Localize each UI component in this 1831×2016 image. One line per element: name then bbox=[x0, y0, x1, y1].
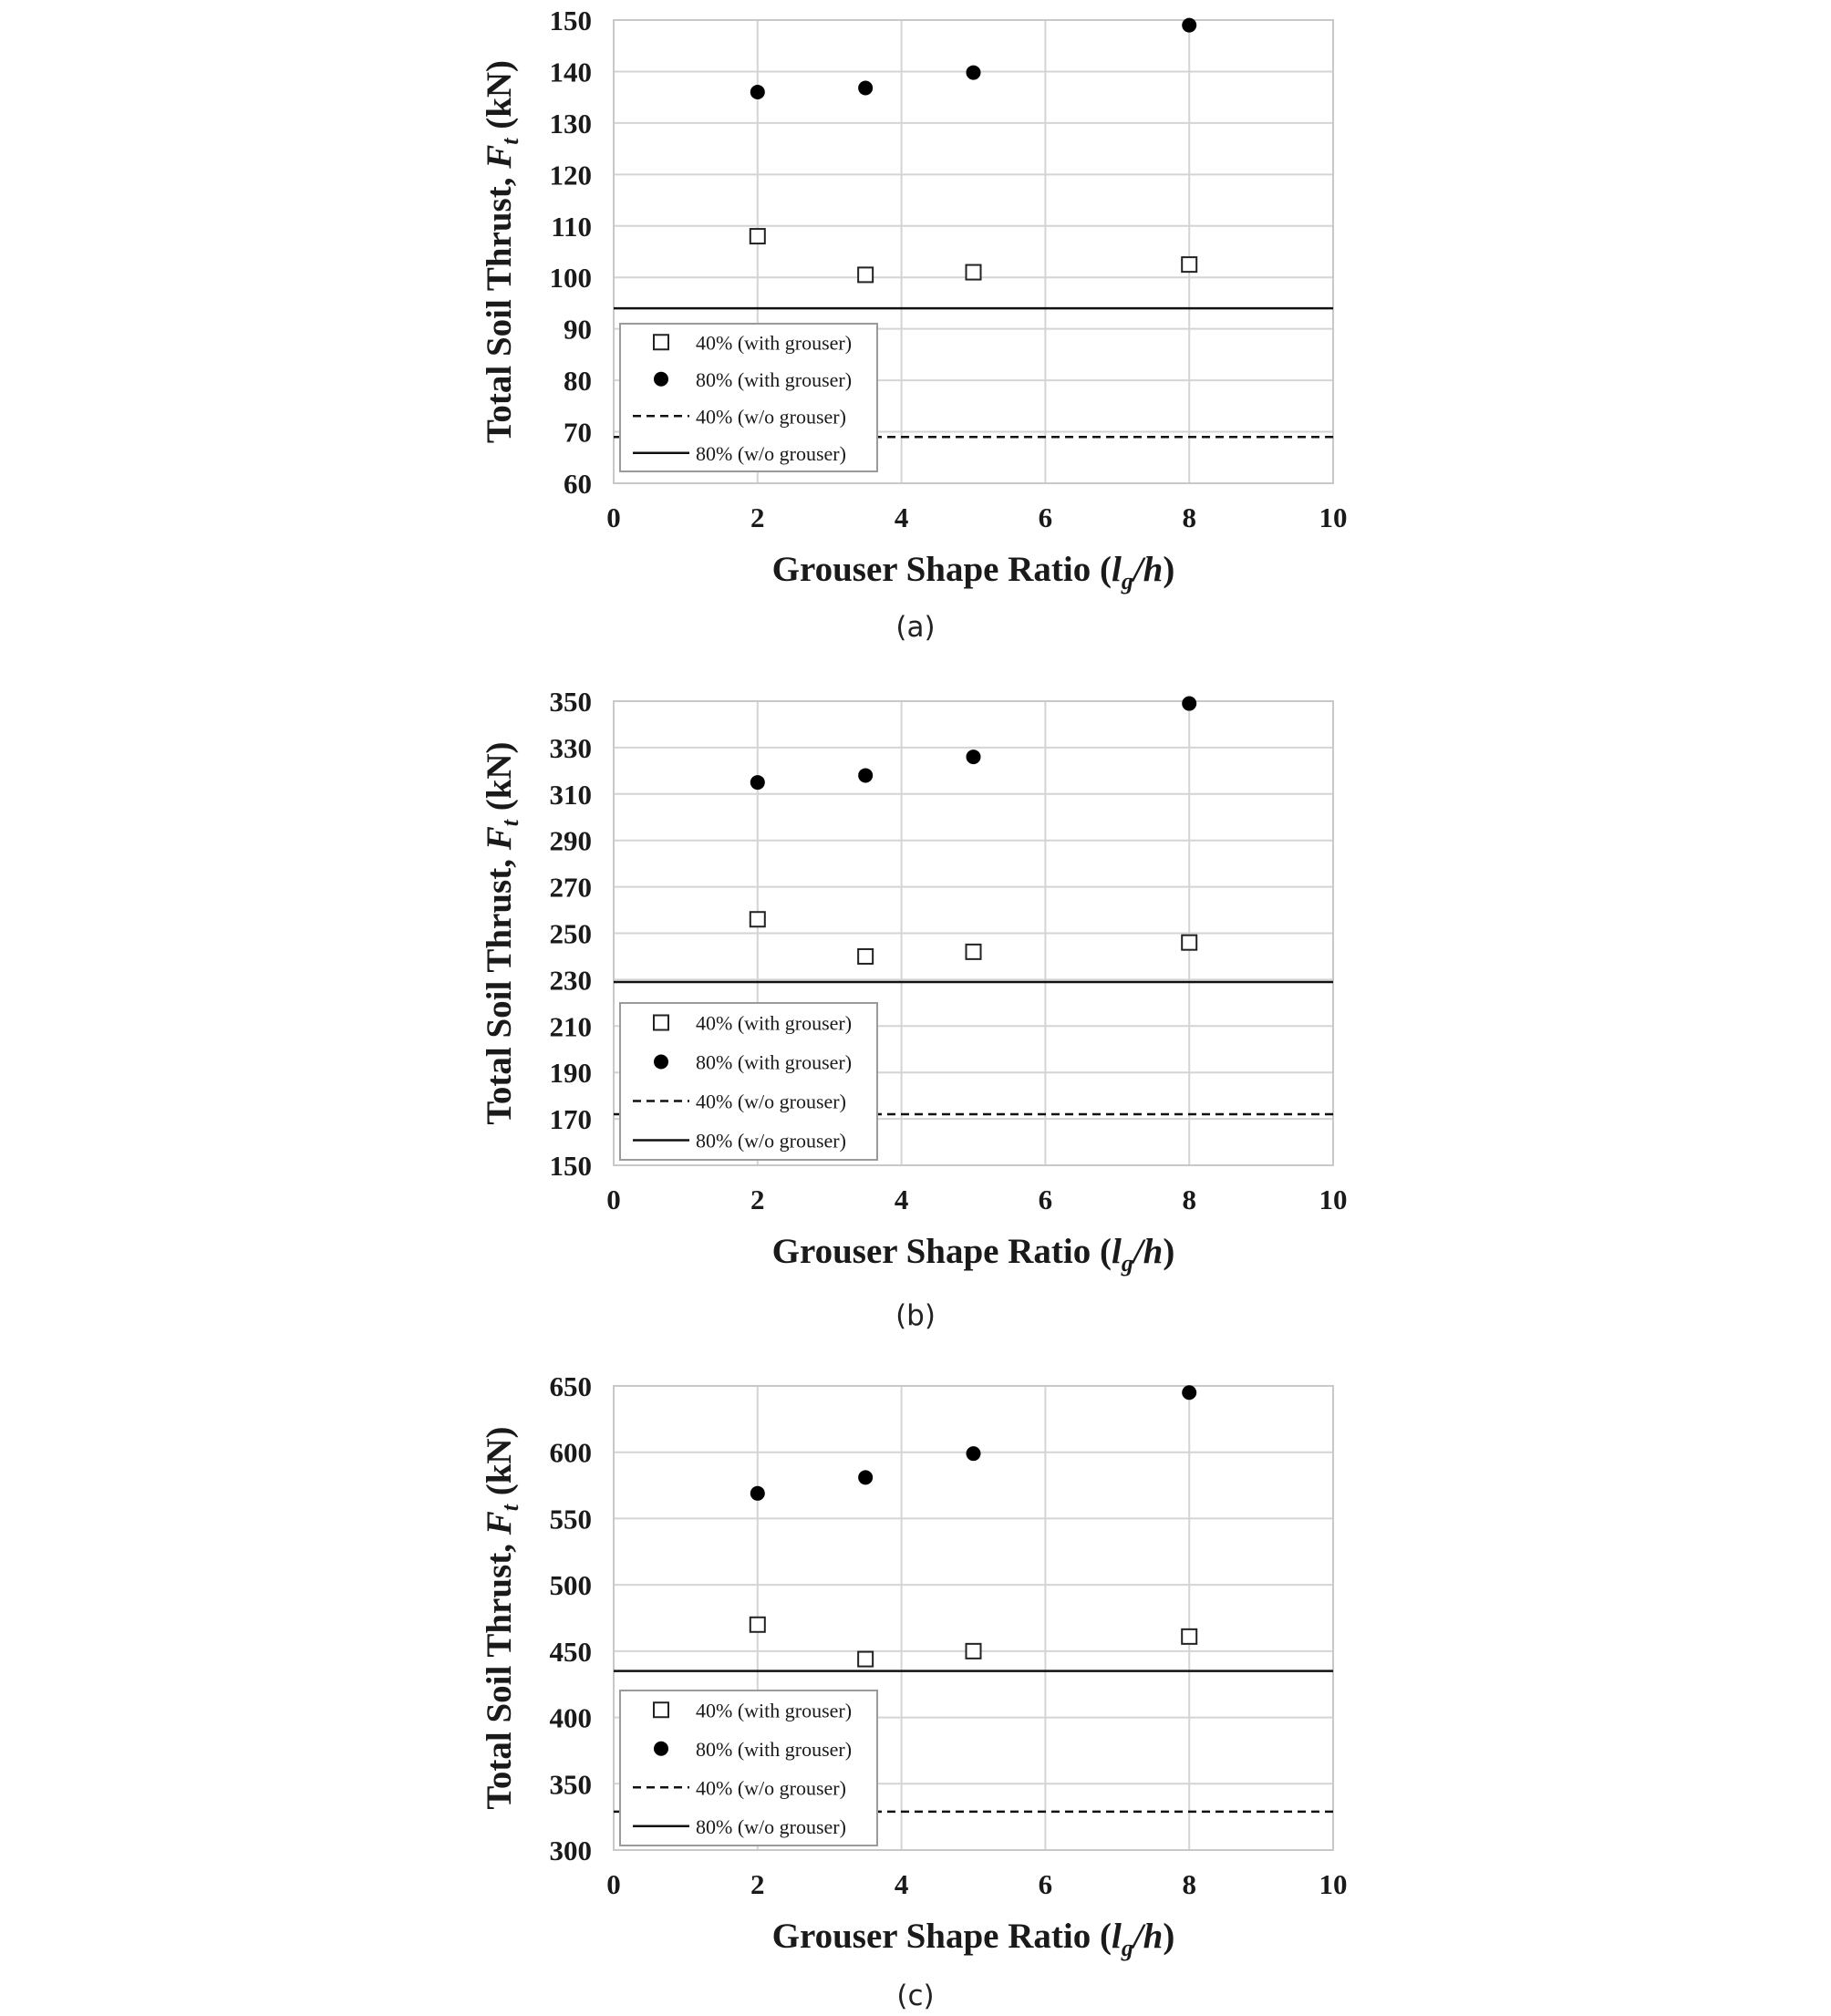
legend-circle-marker bbox=[654, 372, 668, 387]
y-tick-label: 310 bbox=[549, 778, 592, 811]
x-axis-label-var2: /h bbox=[1133, 550, 1164, 589]
x-tick-label: 8 bbox=[1182, 1184, 1196, 1215]
x-tick-label: 6 bbox=[1038, 1868, 1053, 1900]
data-point-square bbox=[1182, 1629, 1196, 1644]
x-axis-label-text: Grouser Shape Ratio ( bbox=[771, 1917, 1112, 1956]
x-axis-label-var2: /h bbox=[1133, 1917, 1164, 1956]
x-tick-label: 10 bbox=[1319, 1868, 1348, 1900]
x-axis-label bbox=[772, 550, 1175, 594]
y-tick-label: 250 bbox=[549, 917, 592, 950]
y-tick-label: 210 bbox=[549, 1010, 592, 1043]
y-tick-label: 130 bbox=[549, 107, 592, 140]
x-axis-label-close: ) bbox=[1163, 1917, 1175, 1956]
y-axis-label-var: F bbox=[480, 826, 519, 851]
x-axis-label bbox=[772, 1232, 1175, 1277]
data-point-circle bbox=[858, 81, 873, 96]
legend-square-marker bbox=[654, 335, 668, 349]
y-axis-label bbox=[480, 741, 523, 1124]
x-axis-label-sub: g bbox=[1121, 1250, 1133, 1277]
data-point-circle bbox=[750, 1486, 765, 1501]
legend-label: 80% (with grouser) bbox=[696, 1737, 853, 1761]
legend-label: 40% (w/o grouser) bbox=[696, 1776, 846, 1800]
x-tick-label: 2 bbox=[750, 1184, 765, 1215]
data-point-square bbox=[750, 1618, 765, 1632]
x-axis-label-close: ) bbox=[1163, 550, 1175, 589]
x-axis-label-text: Grouser Shape Ratio ( bbox=[771, 550, 1112, 589]
legend-label: 80% (w/o grouser) bbox=[696, 1129, 846, 1153]
x-axis-label-sub: g bbox=[1121, 568, 1133, 594]
y-axis-label-unit: (kN) bbox=[480, 1426, 519, 1505]
y-tick-label: 350 bbox=[549, 1768, 592, 1801]
data-point-square bbox=[858, 949, 873, 964]
x-tick-label: 10 bbox=[1319, 1184, 1348, 1215]
x-tick-label: 2 bbox=[750, 1868, 765, 1900]
x-tick-label: 4 bbox=[894, 1184, 909, 1215]
legend-label: 80% (w/o grouser) bbox=[696, 1814, 846, 1838]
y-tick-label: 230 bbox=[549, 964, 592, 997]
y-tick-label: 80 bbox=[564, 365, 592, 398]
y-axis-label-sub: t bbox=[497, 820, 523, 827]
legend-square-marker bbox=[654, 1016, 668, 1030]
x-tick-label: 8 bbox=[1182, 1868, 1196, 1900]
y-axis-label-text: Total Soil Thrust, bbox=[480, 1535, 519, 1810]
y-tick-label: 450 bbox=[549, 1635, 592, 1668]
x-tick-label: 2 bbox=[750, 501, 765, 533]
legend-label: 80% (with grouser) bbox=[696, 1050, 853, 1074]
y-tick-label: 110 bbox=[551, 210, 592, 243]
x-axis-label-text: Grouser Shape Ratio ( bbox=[771, 1232, 1112, 1271]
y-axis-label-sub: t bbox=[497, 138, 523, 145]
y-tick-label: 100 bbox=[549, 262, 592, 295]
data-point-square bbox=[967, 265, 981, 280]
chart-c bbox=[0, 1362, 1831, 2016]
y-axis-label-sub: t bbox=[497, 1504, 523, 1512]
chart-a bbox=[0, 0, 1831, 656]
data-point-circle bbox=[967, 66, 981, 80]
y-tick-label: 500 bbox=[549, 1569, 592, 1602]
data-point-square bbox=[1182, 936, 1196, 950]
legend-label: 80% (with grouser) bbox=[696, 367, 853, 391]
y-tick-label: 300 bbox=[549, 1835, 592, 1866]
y-axis-label bbox=[480, 60, 523, 443]
legend-label: 40% (w/o grouser) bbox=[696, 1090, 846, 1113]
data-point-square bbox=[858, 1652, 873, 1667]
x-axis-label-var: l bbox=[1111, 1917, 1122, 1956]
y-tick-label: 70 bbox=[564, 416, 592, 449]
y-axis-label-var: F bbox=[480, 144, 519, 169]
data-point-circle bbox=[1182, 1385, 1196, 1400]
data-point-circle bbox=[1182, 697, 1196, 711]
data-point-circle bbox=[967, 750, 981, 764]
chart-b bbox=[0, 679, 1831, 1336]
legend-label: 40% (with grouser) bbox=[696, 1699, 853, 1722]
x-axis-label-var2: /h bbox=[1133, 1232, 1164, 1271]
chart-panel-a bbox=[0, 0, 1831, 656]
chart-caption: (c) bbox=[896, 1980, 935, 2012]
y-axis-label-text: Total Soil Thrust, bbox=[480, 850, 519, 1125]
data-point-square bbox=[967, 945, 981, 959]
data-point-circle bbox=[858, 1470, 873, 1484]
y-tick-label: 190 bbox=[549, 1057, 592, 1090]
data-point-circle bbox=[750, 775, 765, 790]
y-tick-label: 150 bbox=[549, 5, 592, 36]
x-tick-label: 4 bbox=[894, 1868, 909, 1900]
legend-circle-marker bbox=[654, 1742, 668, 1756]
legend-square-marker bbox=[654, 1702, 668, 1717]
legend-label: 40% (with grouser) bbox=[696, 1011, 853, 1035]
data-point-square bbox=[967, 1644, 981, 1659]
data-point-square bbox=[750, 229, 765, 243]
y-tick-label: 650 bbox=[549, 1370, 592, 1402]
y-tick-label: 400 bbox=[549, 1701, 592, 1734]
y-tick-label: 150 bbox=[549, 1150, 592, 1182]
x-tick-label: 6 bbox=[1038, 501, 1053, 533]
data-point-circle bbox=[858, 768, 873, 782]
y-tick-label: 270 bbox=[549, 871, 592, 904]
y-tick-label: 60 bbox=[564, 468, 592, 500]
y-tick-label: 170 bbox=[549, 1103, 592, 1136]
legend-label: 40% (w/o grouser) bbox=[696, 405, 846, 429]
x-axis-label bbox=[772, 1917, 1175, 1961]
x-tick-label: 6 bbox=[1038, 1184, 1053, 1215]
y-tick-label: 90 bbox=[564, 313, 592, 346]
y-axis-label bbox=[480, 1426, 523, 1809]
chart-caption: (a) bbox=[895, 611, 936, 644]
x-axis-label-var: l bbox=[1111, 1232, 1122, 1271]
y-tick-label: 330 bbox=[549, 731, 592, 764]
y-tick-label: 550 bbox=[549, 1503, 592, 1535]
chart-panel-b bbox=[0, 679, 1831, 1336]
data-point-square bbox=[1182, 257, 1196, 272]
x-tick-label: 10 bbox=[1319, 501, 1348, 533]
legend-label: 80% (w/o grouser) bbox=[696, 441, 846, 465]
legend-circle-marker bbox=[654, 1055, 668, 1070]
x-tick-label: 4 bbox=[894, 501, 909, 533]
x-axis-label-var: l bbox=[1111, 550, 1122, 589]
data-point-circle bbox=[1182, 18, 1196, 33]
x-tick-label: 0 bbox=[606, 1868, 621, 1900]
x-axis-label-sub: g bbox=[1121, 1935, 1133, 1961]
x-tick-label: 8 bbox=[1182, 501, 1196, 533]
chart-panel-c bbox=[0, 1362, 1831, 2016]
x-tick-label: 0 bbox=[606, 1184, 621, 1215]
data-point-square bbox=[858, 267, 873, 282]
x-axis-label-close: ) bbox=[1163, 1232, 1175, 1271]
x-tick-label: 0 bbox=[606, 501, 621, 533]
y-tick-label: 350 bbox=[549, 686, 592, 718]
y-axis-label-unit: (kN) bbox=[480, 59, 519, 139]
y-tick-label: 140 bbox=[549, 56, 592, 88]
chart-caption: (b) bbox=[895, 1299, 936, 1332]
y-axis-label-unit: (kN) bbox=[480, 741, 519, 821]
data-point-circle bbox=[967, 1446, 981, 1461]
y-tick-label: 600 bbox=[549, 1436, 592, 1469]
y-axis-label-var: F bbox=[480, 1511, 519, 1535]
data-point-square bbox=[750, 912, 765, 926]
y-tick-label: 290 bbox=[549, 824, 592, 857]
legend-label: 40% (with grouser) bbox=[696, 331, 853, 355]
y-tick-label: 120 bbox=[549, 159, 592, 191]
y-axis-label-text: Total Soil Thrust, bbox=[480, 168, 519, 444]
data-point-circle bbox=[750, 85, 765, 99]
